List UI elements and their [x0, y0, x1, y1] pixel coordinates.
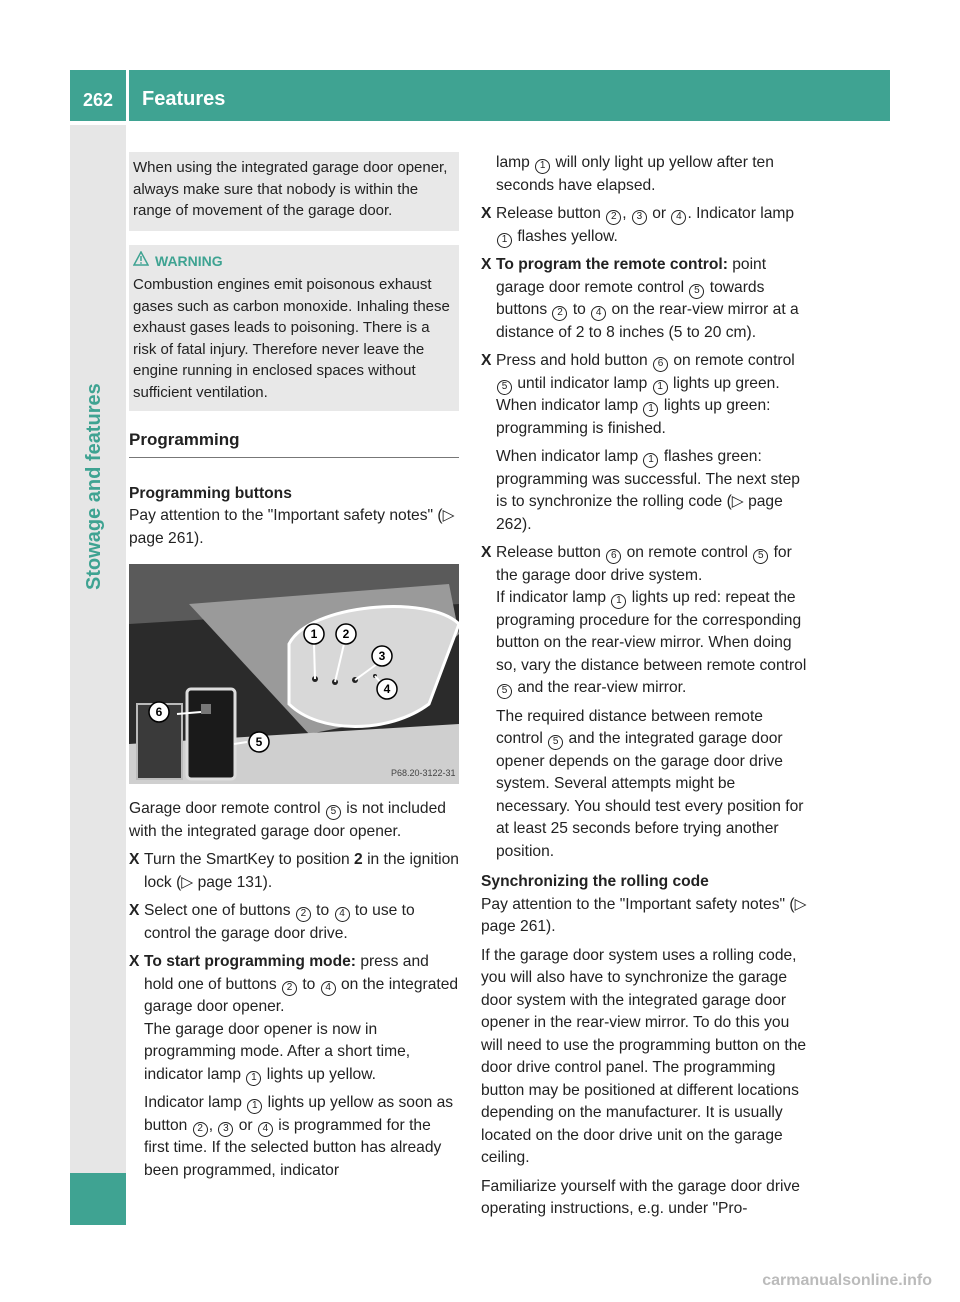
chapter-title: Features	[129, 70, 890, 121]
figure-code: P68.20-3122-31	[391, 768, 456, 778]
step-program-remote: X To program the remote control: point garage door remote control 5 towards buttons 2 to 4 on the rear-view mirror at a distance of 2 to 8 inches (5 to 20 cm).	[481, 256, 799, 341]
fig-label-1: 1	[310, 627, 318, 641]
side-label-text: Stowage and features	[83, 383, 105, 590]
step-arrow-icon: X	[481, 352, 492, 369]
note-box	[129, 152, 459, 231]
warning-text: Combustion engines emit poisonous exhaust gases such as carbon monoxide. Inhaling these exhaust gases leads to poisoning. There is a risk of fatal injury. Therefore never leave the engine running in enclosed spaces without sufficient ventilation.	[133, 276, 450, 401]
step-release-button: X Release button 2 , 3 or 4 . Indicator lamp 1 flashes yellow.	[481, 203, 813, 248]
safety-ref: Pay attention to the "Important safety notes" (▷ page 261).	[129, 507, 455, 547]
step-arrow-icon: X	[129, 953, 140, 970]
side-tab	[70, 1173, 126, 1225]
side-label	[83, 330, 113, 590]
fig-label-6: 6	[155, 705, 163, 719]
right-column	[481, 152, 813, 1221]
required-distance-text: The required distance between remote control 5 and the integrated garage door opener depends on the garage door drive system. Several attempts might be necessary. You should test every position for at least 25 seconds before trying another position.	[496, 707, 804, 860]
indicator-yellow-text: Indicator lamp 1 lights up yellow as soon as button 2 , 3 or 4 is programmed for the first time. If the selected button has already been programmed, indicator	[144, 1094, 454, 1179]
sync-title: Synchronizing the rolling code	[481, 873, 709, 890]
left-column	[129, 152, 459, 1182]
indicator-delay-text: lamp 1 will only light up yellow after ten seconds have elapsed.	[496, 154, 774, 194]
mirror-figure	[129, 564, 459, 784]
sub-title: Programming buttons	[129, 484, 292, 502]
footer-watermark: carmanualsonline.info	[762, 1272, 932, 1289]
sync-paragraph-1: If the garage door system uses a rolling code, you will also have to synchronize the garage door system with the integrated garage door opener in the rear-view mirror. To do this you will need to use the programming button on the door drive control panel. The programming button may be positioned at different locations depending on the manufacturer. It is usually located on the door drive unit on the garage ceiling.	[481, 946, 807, 1166]
section-title: Programming	[129, 429, 459, 458]
step-start-programming: X To start programming mode: press and hold one of buttons 2 to 4 on the integrated garage door opener. The garage door opener is now in programming mode. After a short time, indicator lamp 1 lights up yellow.	[129, 951, 459, 1086]
step-arrow-icon: X	[481, 256, 492, 273]
fig-label-5: 5	[255, 735, 263, 749]
step-release-remote: X Release button 6 on remote control 5 for the garage door drive system. If indicator lamp 1 lights up red: repeat the programing procedure for the corresponding button on the rear-view mirror. When doing so, vary the distance between remote control 5 and the rear-view mirror.	[481, 542, 813, 700]
warning-box	[129, 245, 459, 412]
step-arrow-icon: X	[129, 902, 140, 919]
step-arrow-icon: X	[481, 544, 492, 561]
sync-safety-ref: Pay attention to the "Important safety notes" (▷ page 261).	[481, 895, 807, 935]
side-bar	[70, 125, 126, 1225]
fig-label-3: 3	[378, 649, 386, 663]
page-number: 262	[70, 70, 126, 121]
step-arrow-icon: X	[481, 205, 492, 222]
warning-label: WARNING	[155, 252, 223, 269]
indicator-green-text: When indicator lamp 1 flashes green: programming was successful. The next step is to synchronize the rolling code (▷ page 262).	[496, 448, 800, 533]
step-press-hold: X Press and hold button 6 on remote control 5 until indicator lamp 1 lights up green. When indicator lamp 1 lights up green: programming is finished.	[481, 352, 795, 437]
remote-not-included: Garage door remote control 5 is not included with the integrated garage door opener.	[129, 800, 446, 840]
step-arrow-icon: X	[129, 851, 140, 868]
step-select-button: X Select one of buttons 2 to 4 to use to control the garage door drive.	[129, 902, 415, 942]
warning-title	[133, 251, 455, 273]
step-smartkey: X Turn the SmartKey to position 2 in the ignition lock (▷ page 131).	[129, 851, 459, 891]
note-text: When using the integrated garage door opener, always make sure that nobody is within the range of movement of the garage door.	[133, 159, 448, 219]
fig-label-2: 2	[342, 627, 350, 641]
sync-paragraph-2: Familiarize yourself with the garage door drive operating instructions, e.g. under "Pro-	[481, 1177, 800, 1217]
warning-icon	[133, 251, 155, 273]
fig-label-4: 4	[383, 682, 391, 696]
